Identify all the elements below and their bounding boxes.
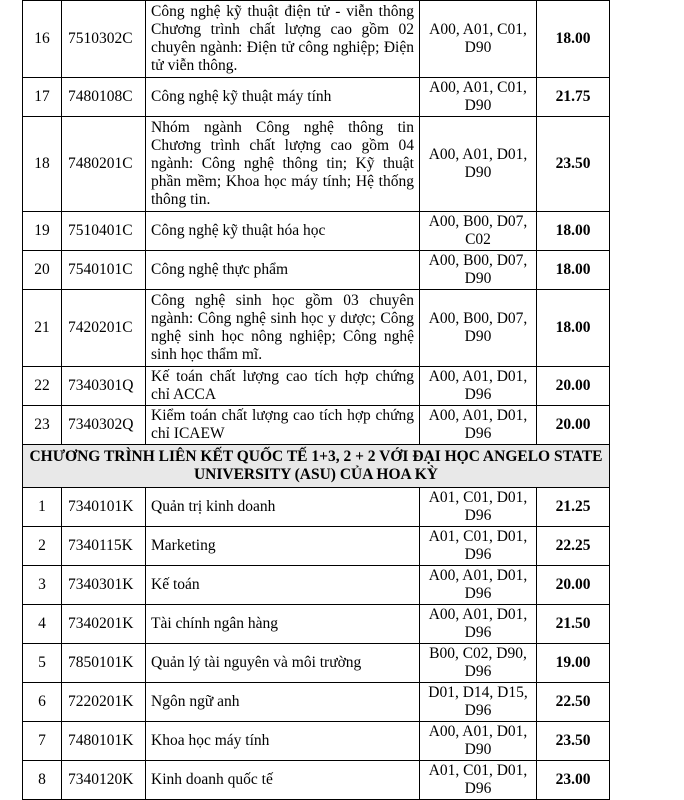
major-code: 7340301Q xyxy=(62,367,146,406)
table-row xyxy=(23,117,610,212)
table-row xyxy=(23,605,610,644)
subject-combinations: A01, C01, D01, D96 xyxy=(420,761,537,800)
row-number: 3 xyxy=(23,566,62,605)
major-code: 7420201C xyxy=(62,290,146,367)
subject-combinations: A00, A01, D01, D96 xyxy=(420,367,537,406)
major-name: Nhóm ngành Công nghệ thông tin Chương trình chất lượng cao gồm 04 ngành: Công nghệ thông tin; Kỹ thuật phần mềm; Khoa học máy tính; Hệ thống thông tin. xyxy=(146,117,420,212)
subject-combinations: A00, A01, D01, D96 xyxy=(420,605,537,644)
row-number: 17 xyxy=(23,78,62,117)
cutoff-score: 18.00 xyxy=(537,212,610,251)
subject-combinations: A00, A01, D01, D90 xyxy=(420,722,537,761)
major-name: Công nghệ kỹ thuật hóa học xyxy=(146,212,420,251)
row-number: 4 xyxy=(23,605,62,644)
table-row xyxy=(23,644,610,683)
section-header-row xyxy=(23,445,610,488)
table-row xyxy=(23,722,610,761)
major-code: 7540101C xyxy=(62,251,146,290)
major-name: Công nghệ sinh học gồm 03 chuyên ngành: Công nghệ sinh học y dược; Công nghệ sinh học nông nghiệp; Công nghệ sinh học thẩm mĩ. xyxy=(146,290,420,367)
cutoff-score: 19.00 xyxy=(537,644,610,683)
cutoff-score: 18.00 xyxy=(537,1,610,78)
cutoff-score: 21.25 xyxy=(537,488,610,527)
major-name: Công nghệ thực phẩm xyxy=(146,251,420,290)
row-number: 20 xyxy=(23,251,62,290)
major-name: Quản lý tài nguyên và môi trường xyxy=(146,644,420,683)
table-row xyxy=(23,683,610,722)
major-name: Công nghệ kỹ thuật máy tính xyxy=(146,78,420,117)
subject-combinations: A00, A01, C01, D90 xyxy=(420,78,537,117)
major-name: Kinh doanh quốc tế xyxy=(146,761,420,800)
major-code: 7510302C xyxy=(62,1,146,78)
major-name: Quản trị kinh doanh xyxy=(146,488,420,527)
subject-combinations: A00, A01, D01, D90 xyxy=(420,117,537,212)
major-code: 7340301K xyxy=(62,566,146,605)
major-name: Tài chính ngân hàng xyxy=(146,605,420,644)
cutoff-score: 21.50 xyxy=(537,605,610,644)
cutoff-score: 20.00 xyxy=(537,566,610,605)
table-row xyxy=(23,290,610,367)
table-row xyxy=(23,367,610,406)
cutoff-score: 20.00 xyxy=(537,406,610,445)
row-number: 18 xyxy=(23,117,62,212)
row-number: 1 xyxy=(23,488,62,527)
cutoff-score: 18.00 xyxy=(537,290,610,367)
table-row xyxy=(23,251,610,290)
major-name: Ngôn ngữ anh xyxy=(146,683,420,722)
major-name: Marketing xyxy=(146,527,420,566)
major-code: 7340115K xyxy=(62,527,146,566)
cutoff-score: 18.00 xyxy=(537,251,610,290)
table-row xyxy=(23,1,610,78)
table-row xyxy=(23,78,610,117)
cutoff-score: 22.50 xyxy=(537,683,610,722)
subject-combinations: B00, C02, D90, D96 xyxy=(420,644,537,683)
major-name: Khoa học máy tính xyxy=(146,722,420,761)
row-number: 23 xyxy=(23,406,62,445)
major-code: 7480108C xyxy=(62,78,146,117)
major-code: 7850101K xyxy=(62,644,146,683)
cutoff-score: 23.00 xyxy=(537,761,610,800)
subject-combinations: A00, B00, D07, D90 xyxy=(420,290,537,367)
table-row xyxy=(23,566,610,605)
major-code: 7510401C xyxy=(62,212,146,251)
major-code: 7340302Q xyxy=(62,406,146,445)
cutoff-score: 21.75 xyxy=(537,78,610,117)
row-number: 7 xyxy=(23,722,62,761)
row-number: 16 xyxy=(23,1,62,78)
major-code: 7480101K xyxy=(62,722,146,761)
major-code: 7340120K xyxy=(62,761,146,800)
subject-combinations: A01, C01, D01, D96 xyxy=(420,488,537,527)
major-code: 7340101K xyxy=(62,488,146,527)
major-code: 7220201K xyxy=(62,683,146,722)
subject-combinations: A00, A01, D01, D96 xyxy=(420,406,537,445)
row-number: 6 xyxy=(23,683,62,722)
row-number: 5 xyxy=(23,644,62,683)
admission-scores-table xyxy=(22,0,610,800)
row-number: 19 xyxy=(23,212,62,251)
table-row xyxy=(23,761,610,800)
cutoff-score: 23.50 xyxy=(537,722,610,761)
major-name: Kế toán chất lượng cao tích hợp chứng chỉ ACCA xyxy=(146,367,420,406)
table-row xyxy=(23,488,610,527)
cutoff-score: 23.50 xyxy=(537,117,610,212)
major-code: 7340201K xyxy=(62,605,146,644)
table-row xyxy=(23,527,610,566)
row-number: 21 xyxy=(23,290,62,367)
section-title: CHƯƠNG TRÌNH LIÊN KẾT QUỐC TẾ 1+3, 2 + 2 VỚI ĐẠI HỌC ANGELO STATE UNIVERSITY (ASU) CỦA HOA KỲ xyxy=(23,445,610,488)
row-number: 22 xyxy=(23,367,62,406)
subject-combinations: A01, C01, D01, D96 xyxy=(420,527,537,566)
subject-combinations: A00, B00, D07, D90 xyxy=(420,251,537,290)
row-number: 2 xyxy=(23,527,62,566)
cutoff-score: 20.00 xyxy=(537,367,610,406)
cutoff-score: 22.25 xyxy=(537,527,610,566)
row-number: 8 xyxy=(23,761,62,800)
major-name: Công nghệ kỹ thuật điện tử - viễn thông Chương trình chất lượng cao gồm 02 chuyên ngành: Điện tử công nghiệp; Điện tử viễn thông. xyxy=(146,1,420,78)
major-name: Kế toán xyxy=(146,566,420,605)
subject-combinations: D01, D14, D15, D96 xyxy=(420,683,537,722)
major-code: 7480201C xyxy=(62,117,146,212)
table-row xyxy=(23,406,610,445)
major-name: Kiểm toán chất lượng cao tích hợp chứng chỉ ICAEW xyxy=(146,406,420,445)
subject-combinations: A00, A01, D01, D96 xyxy=(420,566,537,605)
table-row xyxy=(23,212,610,251)
subject-combinations: A00, A01, C01, D90 xyxy=(420,1,537,78)
subject-combinations: A00, B00, D07, C02 xyxy=(420,212,537,251)
